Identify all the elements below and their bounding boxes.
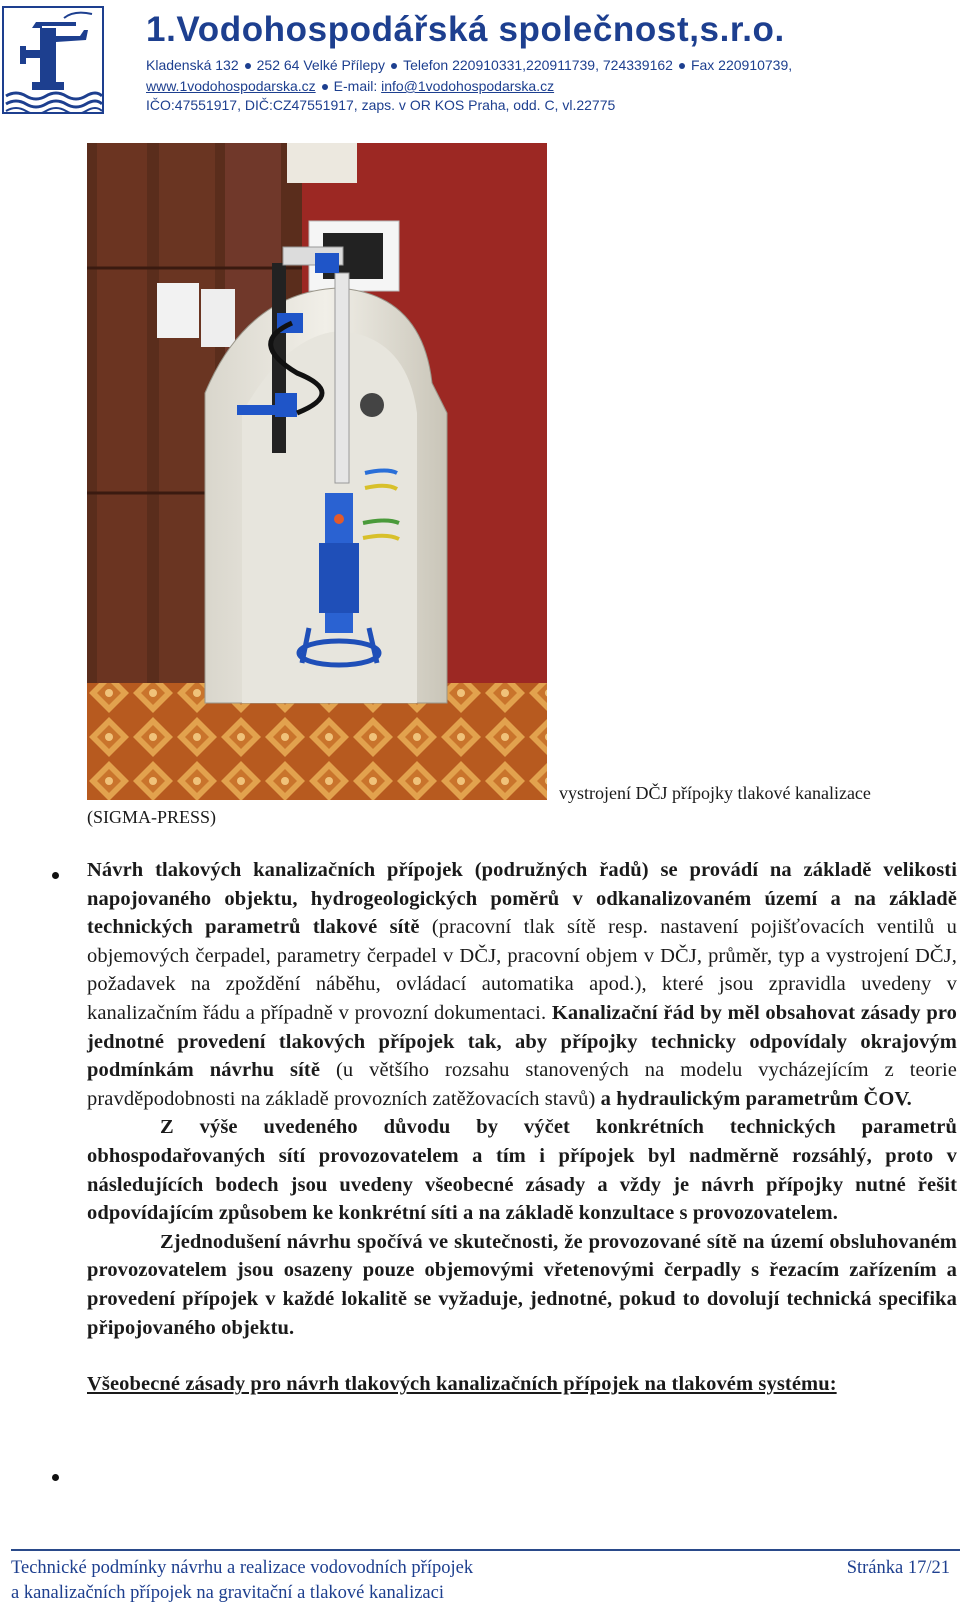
paragraph-bold-text: a hydraulickým parametrům ČOV. (595, 1087, 912, 1110)
footer-title-line: Technické podmínky návrhu a realizace vodovodních přípojek (11, 1558, 474, 1578)
paragraph-spacer (87, 1342, 957, 1370)
figure-caption: vystrojení DČJ přípojky tlakové kanalizace (559, 783, 871, 803)
paragraph-text: (pracovní tlak sítě resp. nastavení pojišťovacích ventilů u objemových čerpadel, parametry čerpadel v DČJ, pracovní objem v DČJ, průměr, typ a vystrojení DČJ, požadavek na zpoždění náběhu, ovládací automatika apod.), které jsou zpravidla uvedeny v kanalizačním řádu a případně v provozní dokumentaci. (87, 916, 957, 1024)
separator-dot (679, 63, 685, 69)
company-name: 1.Vodohospodářská společnost,s.r.o. (146, 10, 785, 49)
phone: Telefon 220910331,220911739, 724339162 (403, 57, 673, 73)
figure-caption-manufacturer: (SIGMA-PRESS) (87, 807, 217, 827)
paragraph-text: (u většího rozsahu stanovených na modelu vycházejícím z teorie pravděpodobnosti na základě provozních zatěžovacích stavů) (87, 1059, 957, 1110)
separator-dot (391, 63, 397, 69)
paragraph-bold-text: Návrh tlakových kanalizačních přípojek (podružných řadů) se provádí na základě velikosti napojovaného objektu, hydrogeologických poměrů v odkanalizovaném území a na základě technických parametrů tlakové sítě (87, 859, 957, 939)
city: 252 64 Velké Přílepy (256, 57, 386, 73)
company-logo (2, 6, 104, 114)
pump-unit-photo (87, 143, 547, 800)
fax: Fax 220910739, (690, 57, 793, 73)
document-body (87, 856, 957, 1399)
separator-dot (245, 63, 251, 69)
website-link[interactable]: www.1vodohospodarska.cz (146, 78, 316, 94)
footer-document-title (11, 1556, 473, 1606)
section-heading: Všeobecné zásady pro návrh tlakových kanalizačních přípojek na tlakovém systému: (87, 1373, 837, 1396)
separator-dot (322, 84, 328, 90)
address: Kladenská 132 (146, 57, 239, 73)
list-bullet (52, 1474, 59, 1481)
footer-title-line: a kanalizačních přípojek na gravitační a tlakové kanalizaci (11, 1583, 444, 1603)
paragraph-simplification: Zjednodušení návrhu spočívá ve skutečnosti, že provozované sítě na území obsluhovaném provozovatelem jsou osazeny pouze objemovými vřetenovými čerpadly s řezacím zařízením a provedení přípojek v každé lokalitě se vyžaduje, jednotné, pokud to dovolují technická specifika připojovaného objektu. (87, 1230, 957, 1339)
paragraph-general-principles: Z výše uvedeného důvodu by výčet konkrétních technických parametrů obhospodařovaných sítí provozovatelem a tím i přípojek byl nadměrně rozsáhlý, proto v následujících bodech jsou uvedeny všeobecné zásady a vždy je návrh přípojky nutné řešit odpovídajícím způsobem ke konkrétní síti a na základě konzultace s provozovatelem. (87, 1116, 957, 1225)
page-number: Stránka 17/21 (846, 1558, 950, 1578)
paragraph-bold-text: Kanalizační řád by měl obsahovat zásady pro jednotné provedení tlakových přípojek tak, aby přípojky technicky odpovídaly okrajovým podmínkám návrhu sítě (87, 1001, 957, 1082)
email-link[interactable]: info@1vodohospodarska.cz (381, 78, 555, 94)
footer-divider (11, 1549, 960, 1551)
paragraph-design-basis (87, 856, 957, 1113)
email-label: E-mail: (333, 78, 378, 94)
registration-info: IČO:47551917, DIČ:CZ47551917, zaps. v OR KOS Praha, odd. C, vl.22775 (146, 97, 616, 113)
contact-line-address (146, 56, 792, 74)
list-bullet (52, 872, 59, 879)
contact-line-web (146, 77, 554, 95)
